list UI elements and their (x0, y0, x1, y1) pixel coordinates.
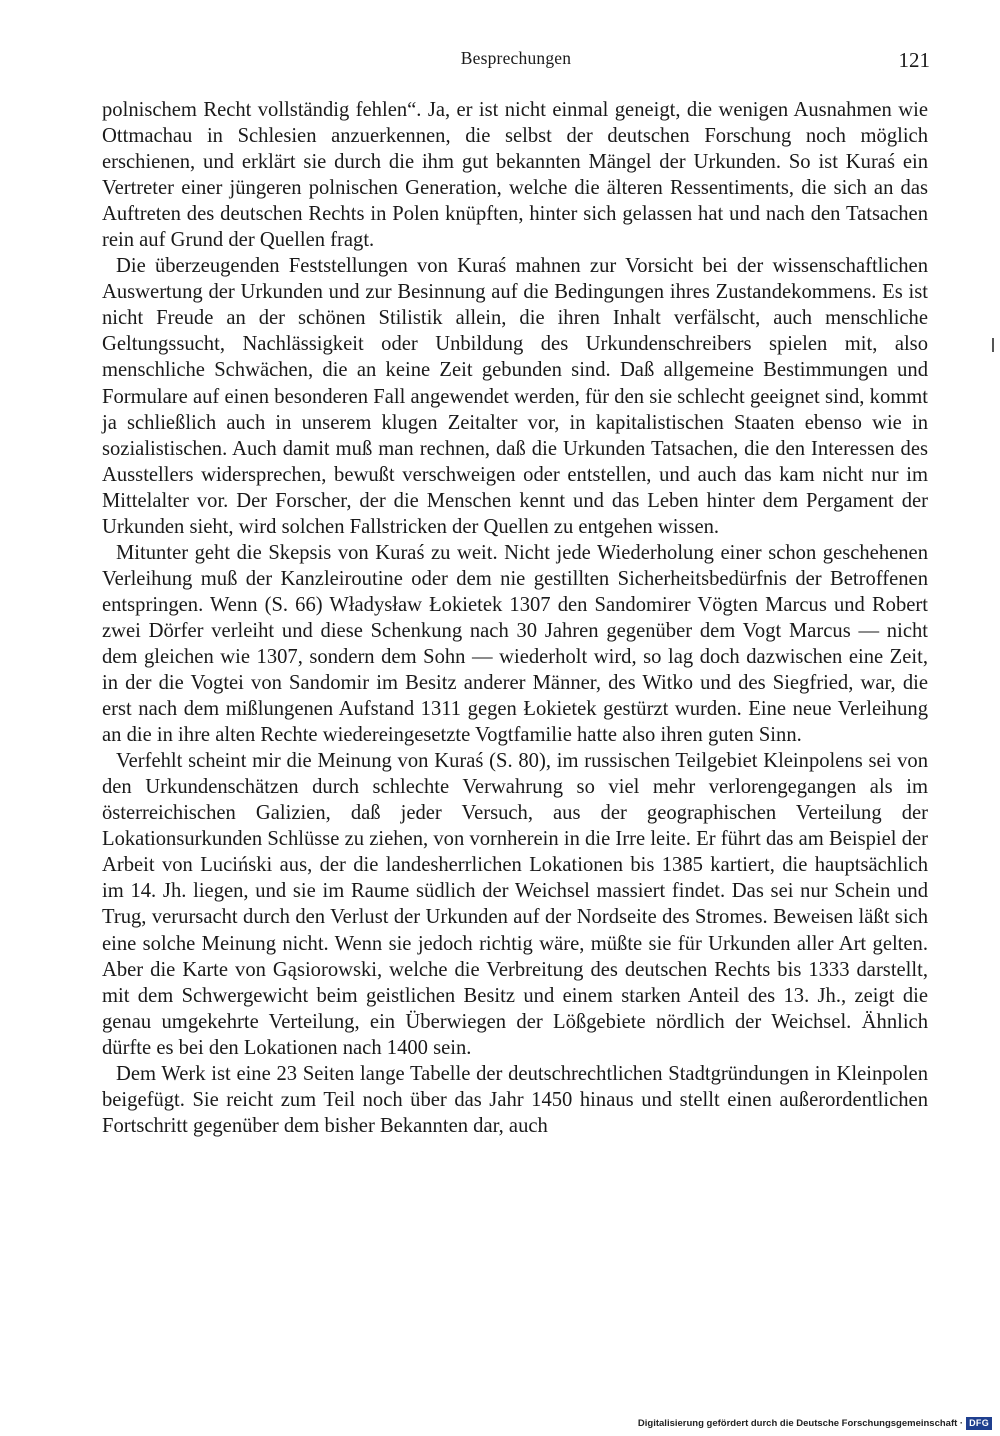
footer-credit (638, 1416, 992, 1430)
paragraph: polnischem Recht vollständig fehlen“. Ja, er ist nicht einmal geneigt, die wenigen Ausnahmen wie Ottmachau in Schlesien anzuerkennen, die selbst der deutschen Forschung noch möglich erschienen, und erklärt sie durch die ihm gut bekannten Mängel der Urkunden. So ist Kuraś ein Vertreter einer jüngeren polnischen Generation, welche die älteren Ressentiments, die sich an das Auftreten des deutschen Rechts in Polen knüpften, hinter sich gelassen hat und nach den Tatsachen rein auf Grund der Quellen fragt. (102, 99, 928, 252)
paragraph: Mitunter geht die Skepsis von Kuraś zu weit. Nicht jede Wiederholung einer schon geschehenen Verleihung muß der Kanzleiroutine oder dem nie gestillten Sicherheitsbedürfnis der Betroffenen entspringen. Wenn (S. 66) Władysław Łokietek 1307 den Sandomirer Vögten Marcus und Robert zwei Dörfer verleiht und diese Schenkung nach 30 Jahren gegenüber dem Vogt Marcus — nicht dem gleichen wie 1307, sondern dem Sohn — wiederholt wird, so lag doch dazwischen eine Zeit, in der die Vogtei von Sandomir im Besitz anderer Männer, des Witko und des Siegfried, war, die erst nach dem mißlungenen Aufstand 1311 gegen Łokietek gestürzt wurden. Eine neue Verleihung an die in ihre alten Rechte wiedereingesetzte Vogtfamilie hatte also ihren guten Sinn. (102, 541, 928, 747)
scan-artifact-mark (992, 338, 994, 352)
paragraph: Dem Werk ist eine 23 Seiten lange Tabelle der deutschrechtlichen Stadtgründungen in Kleinpolen beigefügt. Sie reicht zum Teil noch über das Jahr 1450 hinaus und stellt einen außerordentlichen Fortschritt gegenüber dem bisher Bekannten dar, auch (102, 1062, 928, 1137)
body-text (102, 97, 928, 1139)
footer-text: Digitalisierung gefördert durch die Deutsche Forschungsgemeinschaft · (637, 1417, 964, 1429)
paragraph: Verfehlt scheint mir die Meinung von Kuraś (S. 80), im russischen Teilgebiet Kleinpolens sei von den Urkundenschätzen durch schlechte Verwahrung so viel mehr verlorengegangen als im österreichischen Galizien, daß jeder Versuch, aus der geographischen Verteilung der Lokationsurkunden Schlüsse zu ziehen, von vornherein in die Irre leite. Er führt das am Beispiel der Arbeit von Luciński aus, der die landesherrlichen Lokationen bis 1385 kartiert, die hauptsächlich im 14. Jh. liegen, und sie im Raume südlich der Weichsel massiert findet. Das sei nur Schein und Trug, verursacht durch den Verlust der Urkunden auf der Nordseite des Stromes. Beweisen läßt sich eine solche Meinung nicht. Wenn sie jedoch richtig wäre, müßte sie für Urkunden aller Art gelten. Aber die Karte von Gąsiorowski, welche die Verbreitung des deutschen Rechts bis 1333 darstellt, mit dem Schwergewicht beim geistlichen Besitz und einem starken Anteil des 13. Jh., zeigt die genau umgekehrte Verteilung, ein Überwiegen der Lößgebiete nördlich der Weichsel. Ähnlich dürfte es bei den Lokationen nach 1400 sein. (102, 750, 928, 1059)
paragraph: Die überzeugenden Feststellungen von Kuraś mahnen zur Vorsicht bei der wissenschaftlichen Auswertung der Urkunden und zur Besinnung auf die Bedingungen ihres Zustandekommens. Es ist nicht Freude an der schönen Stilistik allein, die ihren Inhalt verfälscht, auch menschliche Geltungssucht, Nachlässigkeit oder Unbildung des Urkundenschreibers spielen mit, also menschliche Schwächen, die an keine Zeit gebunden sind. Daß allgemeine Bestimmungen und Formulare auf einen besonderen Fall angewendet werden, für den sie schlecht geeignet sind, kommt ja schließlich auch in unserem klugen Zeitalter vor, in kapitalistischen Staaten ebenso wie in sozialistischen. Auch damit muß man rechnen, daß die Urkunden Tatsachen, die den Interessen des Ausstellers widersprechen, bewußt verschweigen oder entstellen, und auch das kam nicht nur im Mittelalter vor. Der Forscher, der die Menschen kennt und das Leben hinter dem Pergament der Urkunden sieht, wird solchen Fallstricken der Quellen zu entgehen wissen. (102, 255, 928, 538)
page-header (100, 48, 932, 78)
page-number: 121 (898, 48, 930, 72)
running-title: Besprechungen (460, 48, 572, 68)
dfg-logo: DFG (966, 1417, 992, 1430)
